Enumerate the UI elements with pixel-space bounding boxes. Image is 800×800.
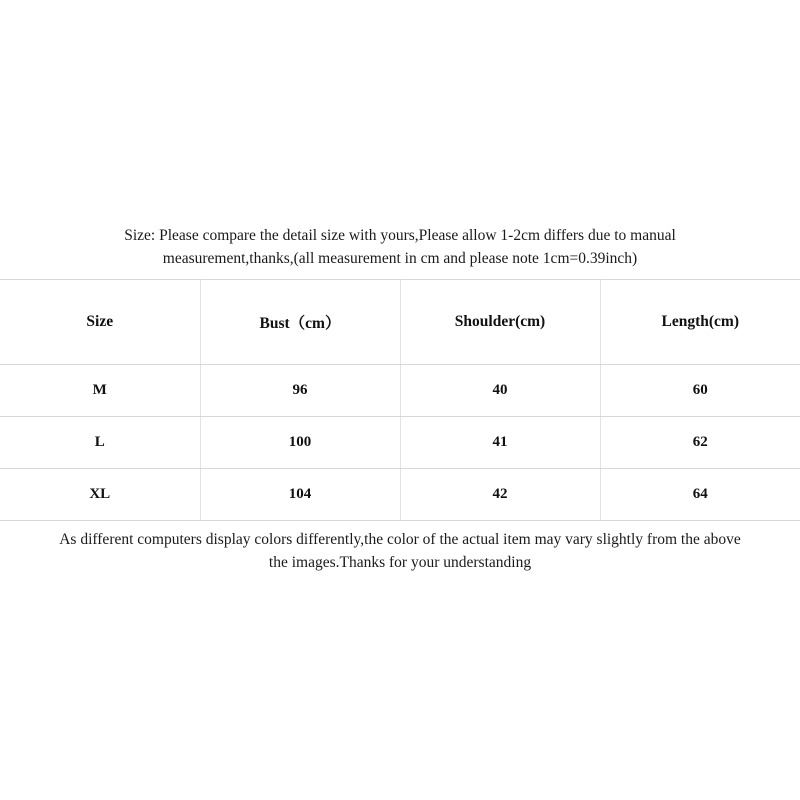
table-row (0, 468, 800, 520)
size-table (0, 279, 800, 521)
cell-length: 62 (600, 416, 800, 468)
cell-bust: 104 (200, 468, 400, 520)
intro-line-1: Please compare the detail size with yours,Please allow 1-2cm differs due to manual (159, 227, 676, 244)
footnote-line-2: the images.Thanks for your understanding (268, 554, 532, 572)
column-header-shoulder: Shoulder(cm) (400, 279, 600, 364)
size-table-head (0, 279, 800, 364)
cell-length: 64 (600, 468, 800, 520)
intro-line-2: measurement,thanks,(all measurement in cm and please note 1cm=0.39inch) (162, 249, 638, 267)
cell-shoulder: 41 (400, 416, 600, 468)
cell-size: XL (0, 468, 200, 520)
cell-shoulder: 40 (400, 364, 600, 416)
column-header-size: Size (0, 279, 200, 364)
cell-bust: 96 (200, 364, 400, 416)
table-row (0, 416, 800, 468)
size-chart-sheet (0, 225, 800, 574)
cell-bust: 100 (200, 416, 400, 468)
cell-size: M (0, 364, 200, 416)
footnote-text (0, 521, 800, 575)
column-header-bust: Bust（cm） (200, 279, 400, 364)
cell-shoulder: 42 (400, 468, 600, 520)
intro-label: Size: (124, 227, 156, 244)
table-row (0, 364, 800, 416)
intro-text (0, 225, 800, 279)
table-header-row (0, 279, 800, 364)
cell-length: 60 (600, 364, 800, 416)
column-header-length: Length(cm) (600, 279, 800, 364)
footnote-line-1: As different computers display colors differently,the color of the actual item may vary slightly from the above (59, 530, 741, 548)
size-table-body (0, 364, 800, 520)
cell-size: L (0, 416, 200, 468)
